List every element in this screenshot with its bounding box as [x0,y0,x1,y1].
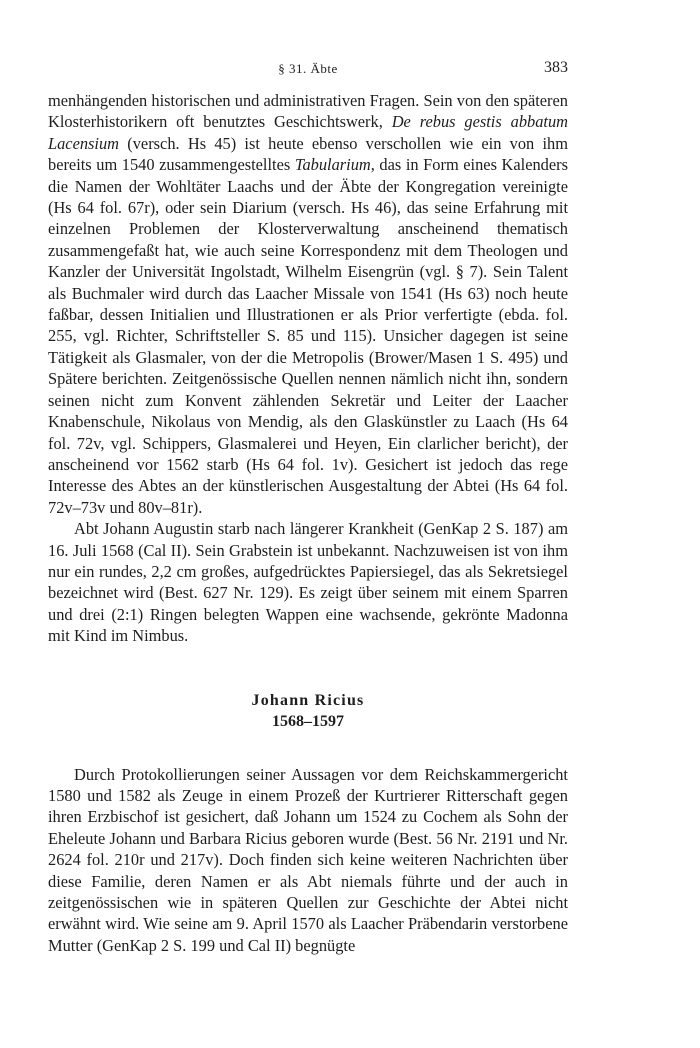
abbot-years: 1568–1597 [272,712,344,730]
abbot-name: Johann Ricius [251,691,365,709]
paragraph: Abt Johann Augustin starb nach längerer Krankheit (GenKap 2 S. 187) am 16. Juli 1568 (Cal II). Sein Grabstein ist unbekannt. Nachzuweisen ist von ihm nur ein rundes, 2,2 cm großes, aufgedrücktes Papiersiegel, das als Sekretsiegel bezeichnet wird (Best. 627 Nr. 129). Es zeigt über seinem mit einem Sparren und drei (2:1) Ringen belegten Wappen eine wachsende, gekrönte Madonna mit Kind im Nimbus. [48,519,568,646]
paragraph [48,90,568,518]
text-run: (versch. Hs 45) ist heute ebenso verschollen wie ein von ihm bereits um 1540 zusammengestelltes [48,133,568,175]
section-heading [48,690,568,732]
work-title: De rebus gestis abbatum Lacensium [48,112,568,153]
text-run: , das in Form eines Kalenders die Namen der Wohltäter Laachs und der Äbte der Kongregation vereinigte (Hs 64 fol. 67r), oder sein Diarium (versch. Hs 46), das seine Erfahrung mit einzelnen Problemen der Klosterverwaltung anscheinend thematisch zusammengefaßt hat, wie auch seine Korrespondenz mit dem Theologen und Kanzler der Universität Ingolstadt, Wilhelm Eisengrün (vgl. § 7). Sein Talent als Buchmaler wird durch das Laacher Missale von 1541 (Hs 63) noch heute faßbar, dessen Initialien und Illustrationen er als Prior verfertigte (ebda. fol. 255, vgl. Richter, Schriftsteller S. 85 und 115). Unsicher dagegen ist seine Tätigkeit als Glasmaler, von der die Metropolis (Brower/Masen 1 S. 495) und Spätere berichten. Zeitgenössische Quellen nennen nämlich nicht ihn, sondern seinen nicht zum Konvent zählenden Sekretär und Leiter der Laacher Knabenschule, Nikolaus von Mendig, als den Glaskünstler zu Laach (Hs 64 fol. 72v, vgl. Schippers, Glasmalerei und Heyen, Ein clarlicher bericht), der anscheinend vor 1562 starb (Hs 64 fol. 1v). Gesichert ist jedoch das rege Interesse des Abtes an der künstlerischen Ausgestaltung der Abtei (Hs 64 fol. 72v–73v und 80v–81r). [48,155,568,517]
text-run: menhängenden historischen und administrativen Fragen. Sein von den späteren Klosterhistorikern oft benutztes Geschichtswerk, [48,91,568,132]
page-header [48,58,568,82]
paragraph: Durch Protokollierungen seiner Aussagen vor dem Reichskammergericht 1580 und 1582 als Zeuge in einem Prozeß der Kurtrierer Ritterschaft gegen ihren Erzbischof ist gesichert, daß Johann um 1524 zu Cochem als Sohn der Eheleute Johann und Barbara Ricius geboren wurde (Best. 56 Nr. 2191 und Nr. 2624 fol. 210r und 217v). Doch finden sich keine weiteren Nachrichten über diese Familie, deren Namen er als Abt niemals führte und der auch in zeitgenössischen wie in späteren Quellen zur Geschichte der Abtei nicht erwähnt wird. Wie seine am 9. April 1570 als Laacher Präbendarin verstorbene Mutter (GenKap 2 S. 199 und Cal II) begnügte [48,764,568,955]
page-number: 383 [544,59,568,76]
body-text [48,90,568,956]
running-title: § 31. Äbte [278,61,338,76]
work-title: Tabularium [294,155,371,175]
